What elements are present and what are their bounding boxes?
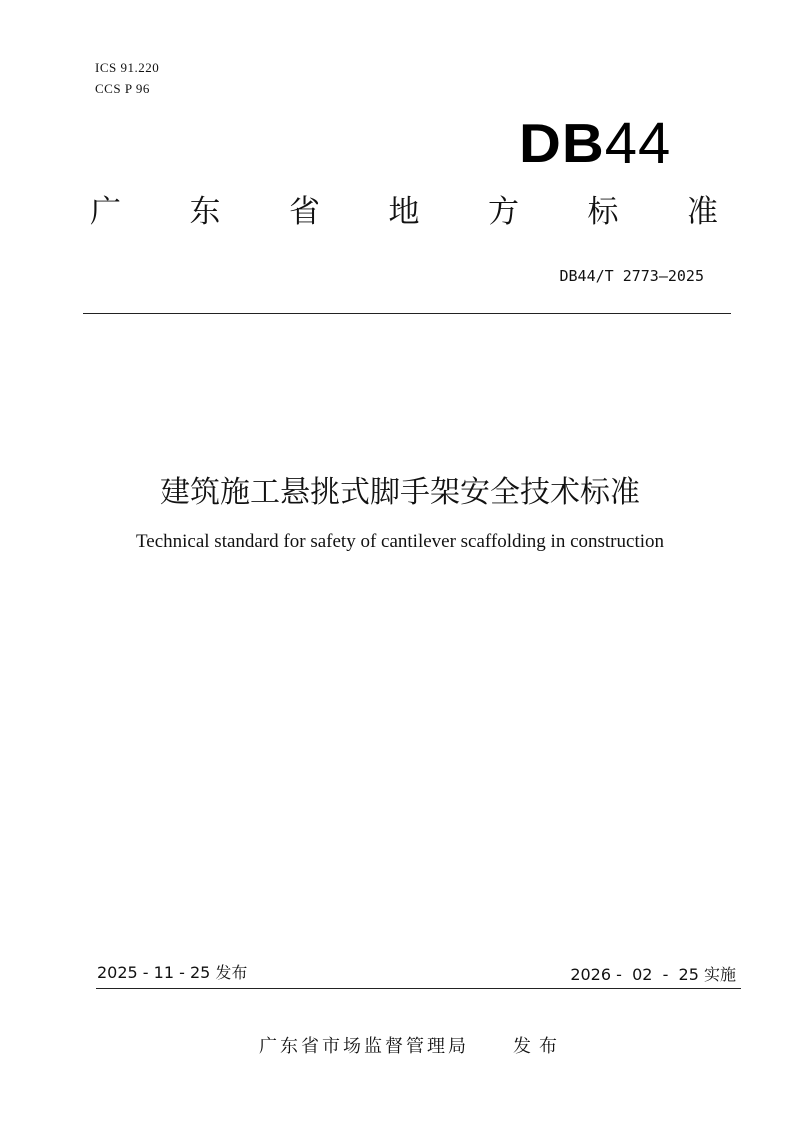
standard-type-heading	[90, 190, 718, 234]
db-logo-letters: DB	[519, 112, 605, 175]
footer-divider	[96, 988, 741, 989]
standard-type-char: 准	[687, 194, 718, 230]
document-title-en: Technical standard for safety of cantilever scaffolding in construction	[135, 531, 664, 552]
standard-type-char: 省	[289, 194, 320, 230]
implementation-date: 2026 - 02 - 25 实施	[570, 965, 736, 984]
standard-type-char: 广	[90, 194, 121, 230]
ics-code: ICS 91.220	[95, 60, 160, 75]
standard-type-char: 标	[587, 194, 619, 230]
issue-label: 发布	[513, 1036, 565, 1057]
ccs-code: CCS P 96	[95, 81, 150, 96]
header-divider	[83, 313, 731, 314]
db-logo	[519, 112, 671, 176]
standard-type-char: 方	[488, 194, 519, 230]
db-logo-number: 44	[604, 111, 672, 176]
standard-type-char: 地	[388, 194, 420, 230]
standard-type-char: 东	[189, 194, 221, 230]
document-title-zh: 建筑施工悬挑式脚手架安全技术标准	[160, 475, 640, 510]
standard-number: DB44/T 2773—2025	[559, 267, 704, 285]
release-date: 2025 - 11 - 25 发布	[97, 963, 248, 982]
issuing-authority: 广东省市场监督管理局	[259, 1036, 469, 1057]
